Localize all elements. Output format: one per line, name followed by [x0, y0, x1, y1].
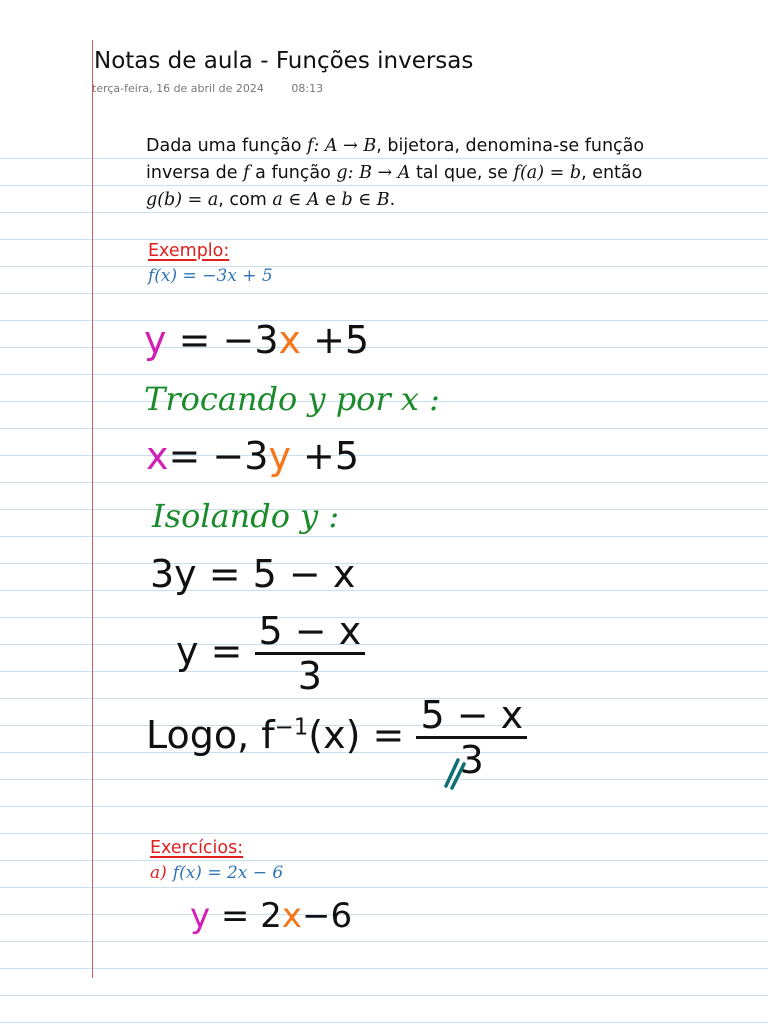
hw-var-x: x	[278, 318, 302, 362]
text-run: , com	[218, 190, 273, 210]
math-run: g: B → A	[336, 163, 411, 183]
hw-text: +5	[290, 434, 360, 478]
handwritten-equation-3: 3y = 5 − x	[150, 552, 356, 596]
hw-var-y: y	[268, 434, 291, 478]
hw-text: = 2	[210, 896, 282, 936]
note-meta	[92, 82, 323, 95]
hw-superscript: −1	[274, 714, 309, 741]
example-function: f(x) = −3x + 5	[148, 266, 273, 286]
hw-text: y =	[176, 629, 243, 673]
double-slash-mark-icon	[442, 752, 468, 792]
hw-text: Logo, f	[146, 713, 275, 757]
hw-text: +5	[301, 318, 370, 362]
exercises-heading: Exercícios:	[150, 838, 244, 858]
math-run: f: A → B	[306, 136, 377, 156]
math-run: a ∈ A	[272, 190, 320, 210]
definition-line-3	[146, 190, 395, 210]
fraction-denominator: 3	[459, 738, 484, 782]
hw-var-x: x	[146, 434, 169, 478]
text-run: Dada uma função	[146, 136, 307, 156]
text-run: .	[389, 190, 396, 210]
hw-var-y: y	[190, 896, 211, 936]
handwritten-equation-1	[144, 318, 369, 362]
note-time: 08:13	[291, 82, 324, 95]
fraction-denominator: 3	[297, 654, 322, 698]
exercise-label: a)	[150, 863, 167, 883]
math-run: b ∈ B	[341, 190, 390, 210]
math-run: f	[243, 163, 250, 183]
definition-line-1	[146, 136, 644, 156]
math-run: f(a) = b	[513, 163, 582, 183]
text-run: e	[319, 190, 342, 210]
handwritten-isolando: Isolando y :	[152, 497, 340, 535]
text-run: inversa de	[146, 163, 244, 183]
handwritten-equation-4	[176, 609, 365, 698]
handwritten-conclusion	[146, 693, 527, 782]
hw-fraction	[255, 609, 366, 698]
handwritten-exercise-equation	[190, 896, 352, 936]
exercise-function: f(x) = 2x − 6	[172, 863, 284, 883]
hw-fraction	[416, 693, 527, 782]
hw-var-x: x	[281, 896, 302, 936]
example-heading: Exemplo:	[148, 241, 230, 261]
hw-text: (x) =	[308, 713, 405, 757]
fraction-numerator: 5 − x	[255, 612, 366, 655]
text-run: tal que, se	[410, 163, 514, 183]
handwritten-equation-2	[146, 434, 359, 478]
margin-line	[92, 40, 93, 978]
hw-var-y: y	[144, 318, 167, 362]
note-date: terça-feira, 16 de abril de 2024	[92, 82, 264, 95]
page-title: Notas de aula - Funções inversas	[94, 48, 474, 74]
text-run: , então	[581, 163, 643, 183]
hw-text: = −3	[166, 318, 279, 362]
definition-line-2	[146, 163, 642, 183]
handwritten-trocando: Trocando y por x :	[144, 380, 440, 418]
math-run: g(b) = a	[146, 190, 219, 210]
text-run: a função	[249, 163, 337, 183]
fraction-numerator: 5 − x	[416, 696, 527, 739]
exercise-item-a	[150, 863, 283, 883]
text-run: , bijetora, denomina-se função	[376, 136, 645, 156]
hw-text: = −3	[168, 434, 269, 478]
hw-text: −6	[302, 896, 353, 936]
